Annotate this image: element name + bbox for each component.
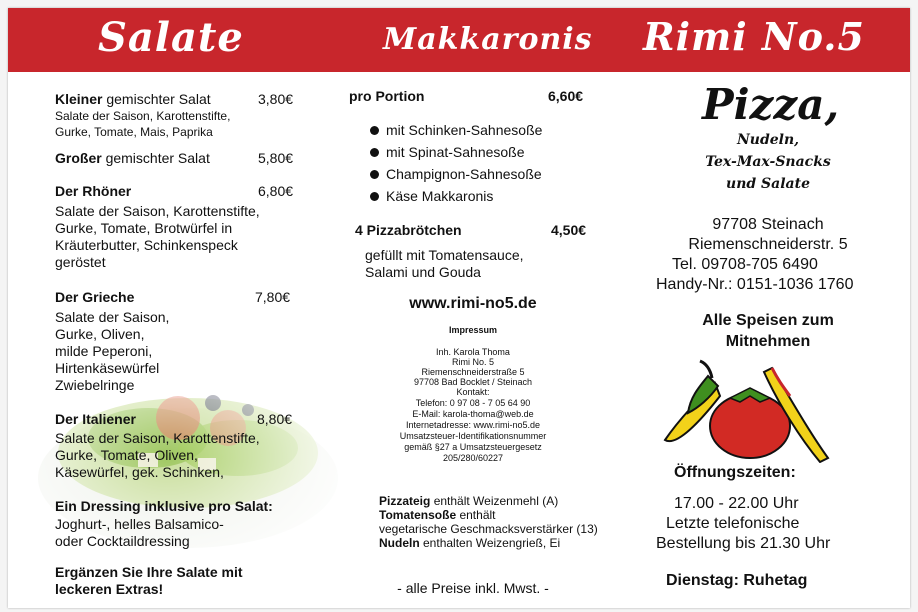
header-banner — [8, 8, 910, 72]
portion-label: pro Portion — [349, 88, 425, 104]
bullet-icon — [370, 170, 379, 179]
pizzabrot-title: 4 Pizzabrötchen — [355, 222, 462, 238]
impressum-line: Rimi No. 5 — [451, 357, 494, 367]
phone-line: Tel. 09708-705 6490 — [672, 256, 818, 273]
hours-title: Öffnungszeiten: — [674, 464, 796, 481]
tagline-line: und Salate — [726, 176, 810, 192]
price-note: - alle Preise inkl. Mwst. - — [397, 580, 549, 596]
hours-line: Bestellung bis 21.30 Uhr — [656, 535, 831, 552]
address-line: 97708 Steinach — [712, 216, 824, 233]
chili-tomato-sombrero-icon — [660, 358, 830, 463]
extras-line: Ergänzen Sie Ihre Salate mit — [55, 564, 243, 580]
allergen-line: Tomatensoße enthält — [379, 508, 496, 522]
salat-rhoener-desc: geröstet — [55, 254, 106, 270]
pizzabrot-desc: Salami und Gouda — [365, 264, 481, 280]
makkaroni-item: mit Schinken-Sahnesoße — [386, 122, 543, 138]
salat-kleiner-desc: Gurke, Tomate, Mais, Paprika — [55, 125, 213, 139]
impressum-line: Kontakt: — [456, 387, 490, 397]
salat-grieche-desc: Hirtenkäsewürfel — [55, 360, 160, 376]
salat-grosser-price: 5,80€ — [258, 150, 294, 166]
impressum-line: Inh. Karola Thoma — [436, 347, 510, 357]
impressum-line: Internetadresse: www.rimi-no5.de — [405, 420, 541, 430]
makkaroni-item: Champignon-Sahnesoße — [386, 166, 542, 182]
bullet-icon — [370, 192, 379, 201]
tagline-line: Tex-Max-Snacks — [705, 154, 831, 170]
dressing-line: Joghurt-, helles Balsamico- — [55, 516, 224, 532]
salat-rhoener-desc: Salate der Saison, Karottenstifte, — [55, 203, 260, 219]
impressum-line: Riemenschneiderstraße 5 — [421, 367, 525, 377]
header-rimi: Rimi No.5 — [643, 14, 865, 59]
hours-line: 17.00 - 22.00 Uhr — [674, 495, 799, 512]
salat-kleiner-price: 3,80€ — [258, 91, 294, 107]
address-line: Riemenschneiderstr. 5 — [688, 236, 848, 253]
header-makkaronis: Makkaronis — [383, 22, 593, 57]
bullet-icon — [370, 126, 379, 135]
takeaway-line: Alle Speisen zum — [702, 312, 834, 329]
website: www.rimi-no5.de — [409, 295, 537, 312]
pizzabrot-desc: gefüllt mit Tomatensauce, — [365, 247, 524, 263]
salat-grosser-name: Großer gemischter Salat — [55, 150, 210, 166]
salat-grieche-desc: Gurke, Oliven, — [55, 326, 145, 342]
header-salate: Salate — [98, 14, 244, 61]
salat-rhoener-name: Der Rhöner — [55, 183, 132, 199]
impressum-line: gemäß §27 a Umsatzsteuergesetz — [404, 442, 542, 452]
salat-kleiner-name: Kleiner gemischter Salat — [55, 91, 211, 107]
allergen-line: Nudeln enthalten Weizengrieß, Ei — [379, 536, 561, 550]
allergen-line: Pizzateig enthält Weizenmehl (A) — [379, 494, 559, 508]
dressing-line: oder Cocktaildressing — [55, 533, 190, 549]
takeaway-line: Mitnehmen — [725, 333, 811, 350]
allergen-line: vegetarische Geschmacksverstärker (13) — [379, 522, 598, 536]
salat-grieche-price: 7,80€ — [255, 289, 291, 305]
makkaroni-item: Käse Makkaronis — [386, 188, 494, 204]
impressum-title: Impressum — [448, 325, 498, 335]
hours-line: Letzte telefonische — [666, 515, 800, 532]
salat-italiener-name: Der Italiener — [55, 411, 136, 427]
bullet-icon — [370, 148, 379, 157]
salat-rhoener-desc: Kräuterbutter, Schinkenspeck — [55, 237, 238, 253]
pizza-heading: Pizza, — [702, 80, 840, 129]
salat-kleiner-desc: Salate der Saison, Karottenstifte, — [55, 109, 231, 123]
salat-grieche-desc: Zwiebelringe — [55, 377, 135, 393]
salat-italiener-desc: Salate der Saison, Karottenstifte, — [55, 430, 260, 446]
portion-price: 6,60€ — [548, 88, 584, 104]
impressum-line: E-Mail: karola-thoma@web.de — [412, 409, 534, 419]
salat-rhoener-desc: Gurke, Tomate, Brotwürfel in — [55, 220, 233, 236]
salat-grieche-name: Der Grieche — [55, 289, 135, 305]
menu-page — [8, 8, 910, 608]
salat-grieche-desc: milde Peperoni, — [55, 343, 153, 359]
tagline-line: Nudeln, — [736, 132, 800, 148]
extras-line: leckeren Extras! — [55, 581, 164, 597]
impressum-line: Telefon: 0 97 08 - 7 05 64 90 — [415, 398, 531, 408]
closed-day: Dienstag: Ruhetag — [666, 572, 808, 589]
pizzabrot-price: 4,50€ — [551, 222, 587, 238]
salat-grieche-desc: Salate der Saison, — [55, 309, 170, 325]
mobile-line: Handy-Nr.: 0151-1036 1760 — [656, 276, 854, 293]
makkaroni-item: mit Spinat-Sahnesoße — [386, 144, 525, 160]
salat-italiener-desc: Käsewürfel, gek. Schinken, — [55, 464, 224, 480]
salat-italiener-desc: Gurke, Tomate, Oliven, — [55, 447, 198, 463]
impressum-line: 97708 Bad Bocklet / Steinach — [413, 377, 533, 387]
impressum-line: 205/280/60227 — [442, 453, 504, 463]
salat-rhoener-price: 6,80€ — [258, 183, 294, 199]
impressum-line: Umsatzsteuer-Identifikationsnummer — [399, 431, 547, 441]
dressing-title: Ein Dressing inklusive pro Salat: — [55, 498, 273, 514]
salat-italiener-price: 8,80€ — [257, 411, 293, 427]
